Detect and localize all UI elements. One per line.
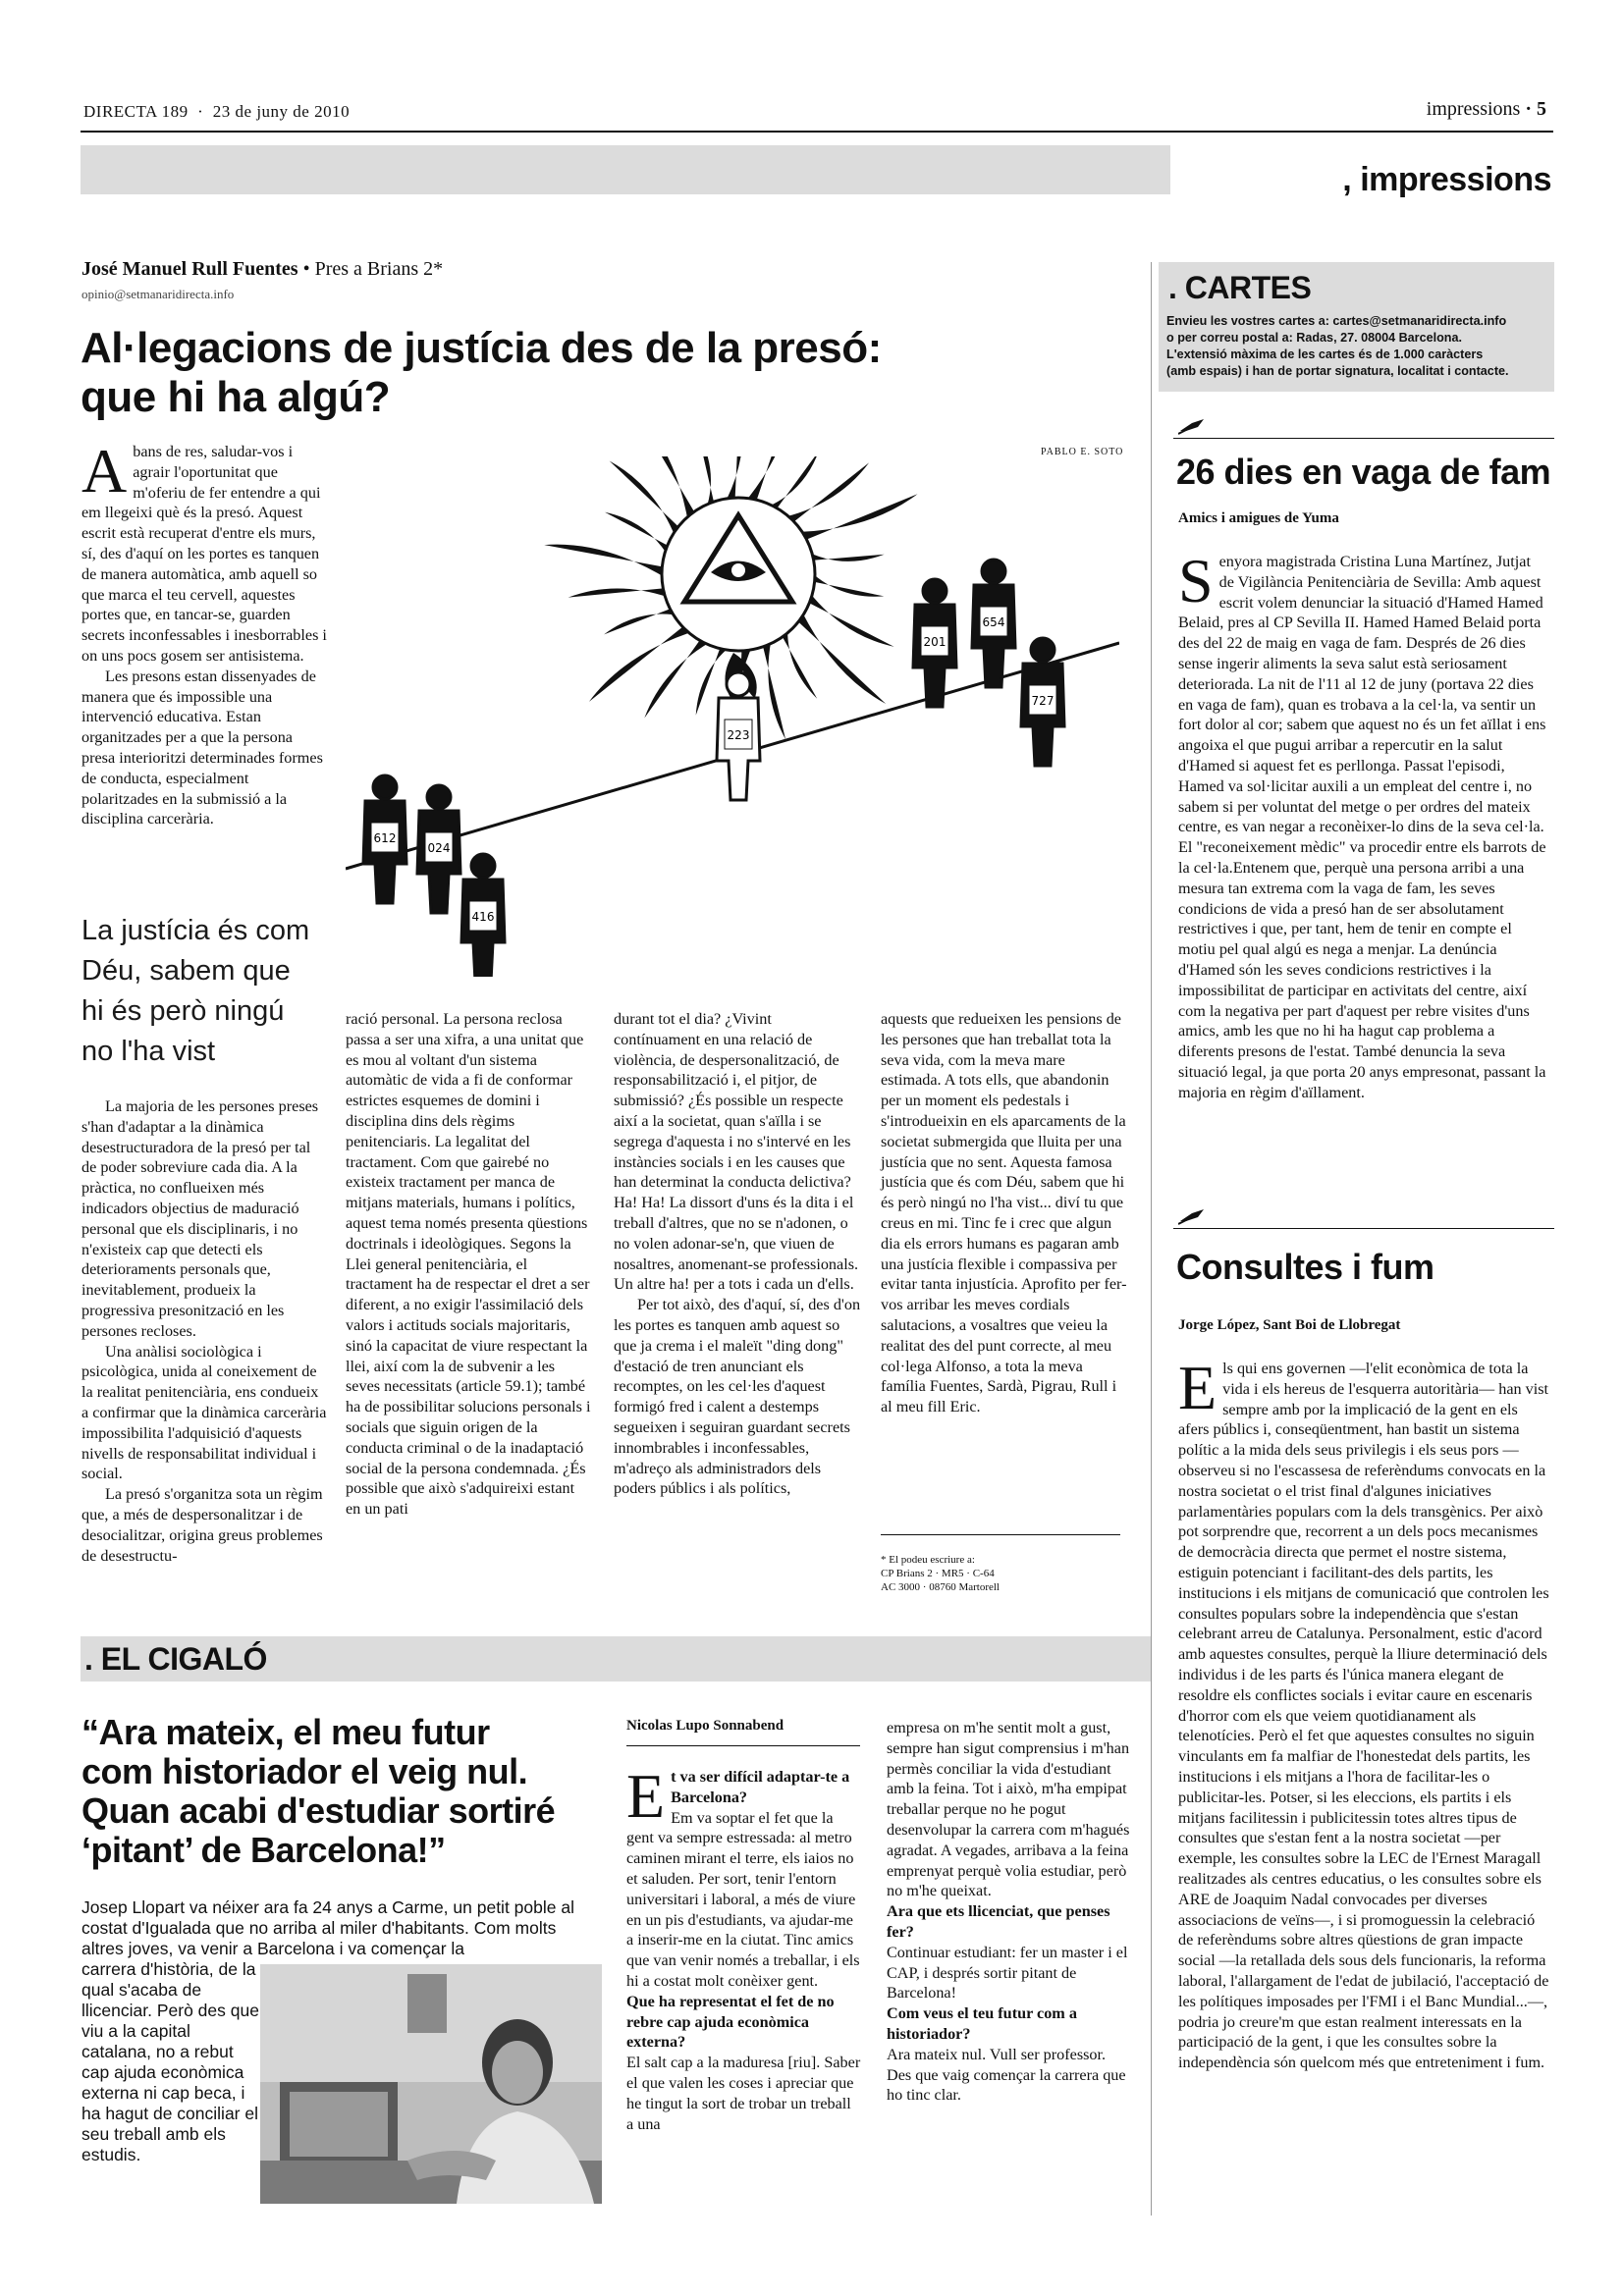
cigalo-headline-line-4: ‘pitant’ de Barcelona!” [81,1830,446,1870]
footnote-rule [881,1534,1120,1535]
sun-ray [792,494,917,542]
interview-col2 [887,1718,1130,2106]
sun-ray [544,545,670,581]
quill-icon [1178,417,1206,435]
cartes-info-line-4: (amb espais) i han de portar signatura, localitat i contacte. [1166,364,1509,378]
letter1-body [1178,546,1549,1103]
article-col1-top [81,436,327,829]
letter2-title: Consultes i fum [1176,1247,1434,1287]
question-1: t va ser difícil adaptar-te a Barcelona? [671,1768,850,1806]
prison-illustration [346,456,1119,977]
prisoner-number: 416 [471,910,495,924]
answer-4: Ara mateix nul. Vull ser professor. Des que vaig començar la carrera que ho tinc clar. [887,2045,1126,2105]
letter2-rule [1173,1228,1554,1229]
cigalo-headline-line-3: Quan acabi d'estudiar sortiré [81,1790,556,1831]
cigalo-headline-line-1: “Ara mateix, el meu futur [81,1712,490,1752]
article-col4: aquests que redueixen les pensions de les persones que han treballat tota la seva vida, com la meva mare estimada. A tots ells, que abandonin per un moment els pedestals i s'introdueixin en els aparcaments de la societat submergida que lluita per una justícia que no sent. Aquesta famosa justícia que és com Déu, sabem que hi és però ningú no l'ha vist... diví tu que creus en mi. Tinc fe i crec que algun dia els errors humans es pagaran amb una justícia flexible i compassiva per evitar tanta injustícia. Aprofito per fer-vos arribar les meves cordials salutacions, a vosaltres que veieu la realitat des del punt correcte, al meu col·lega Alfonso, a tota la meva família Fuentes, Sardà, Pigrau, Rull i al meu fill Eric. [881,1010,1127,1416]
headline-line-1: Al·legacions de justícia des de la presó: [81,324,882,372]
interview-dropcap: E [626,1761,666,1831]
author-role: • Pres a Brians 2* [302,258,444,280]
folio-page: · 5 [1525,98,1546,120]
cartes-info [1166,313,1554,380]
byline [81,258,443,281]
cartes-info-line-3: L'extensió màxima de les cartes és de 1.000 caràcters [1166,347,1484,361]
author-email: opinio@setmanaridirecta.info [81,287,235,301]
question-3: Ara que ets llicenciat, que penses fer? [887,1902,1110,1941]
cigalo-intro-wrap: carrera d'història, de la qual s'acaba de llicenciar. Però des que viu a la capital catalana, no a rebut cap ajuda econòmica externa ni cap beca, i ha hagut de conciliar el seu treball amb els estudis. [81,1959,259,2164]
sun-ray [779,462,869,526]
interviewer-rule [626,1745,860,1746]
question-4: Com veus el teu futur com a historiador? [887,2004,1077,2043]
prisoner-number: 612 [373,831,397,845]
sun-ray [761,634,785,739]
footnote-line-3: AC 3000 · 08760 Martorell [881,1581,1000,1593]
col3-paragraph-1: durant tot el dia? ¿Vivint contínuament en una relació de violència, de despersonalització, de responsabilització i, el pitjor, de submissió? ¿És possible un respecte així a la societat, quan s'aïlla i se segrega d'aquesta i no s'intervé en les instàncies socials i en les causes que han determinat la conducta delictiva? Ha! Ha! La dissort d'uns és la dita i el treball d'altres, que no se n'adonen, o no volen adonar-se'n, que viuen de nosaltres, anomenant-se professionals. Un altre ha! per a tots i cada un d'ells. [614,1010,859,1294]
prisoner-figure [913,579,956,707]
answer-2: El salt cap a la maduresa [riu]. Saber el que valen les coses i apreciar que he tingut la sort de trobar un treball a una [626,2054,861,2133]
letter2-dropcap: E [1178,1353,1217,1422]
answer-1: Em va soptar el fet que la gent va sempre estressada: al metro caminen mirant el terre, els iaios no et saluden. Per sort, tenir l'entorn universitari i laboral, a més de viure en un pis d'estudiants, va ajudar-me a inserir-me en la ciutat. Tinc amics que van venir només a treballar, i els hi a costat molt conèixer gent. [626,1808,860,1990]
cartes-info-line-2: o per correu postal a: Radas, 27. 08004 Barcelona. [1166,331,1462,345]
cigalo-title: . EL CIGALÓ [84,1641,267,1677]
col3-paragraph-2: Per tot això, des d'aquí, sí, des d'on les portes es tanquen amb aquest so que ja crema i el maleït "ding dong" d'estació de tren anunciant els recomptes, on les cel·les d'aquest formigó fred i calent a destemps segueixen i seguiran guardant secrets innombrables i inconfessables, m'adreço als administradors dels poders públics i als polítics, [614,1296,861,1498]
prisoner-number: 024 [427,841,451,855]
interviewer: Nicolas Lupo Sonnabend [626,1718,784,1734]
illustration-credit: PABLO E. SOTO [1041,447,1124,457]
cartes-title: . CARTES [1168,270,1312,305]
question-2: Que ha representat el fet de no rebre cap ajuda econòmica externa? [626,1992,835,2052]
author-name: José Manuel Rull Fuentes [81,258,298,280]
quill-icon [1178,1207,1206,1225]
answer-3: Continuar estudiant: fer un master i el CAP, i després sortir pitant de Barcelona! [887,1943,1128,2002]
answer-2-continued: empresa on m'he sentit molt a gust, sempre han sigut comprensius i m'han permès conciliar la vida d'estudiant amb la feina. Tot i això, m'ha empipat treballar perque no he pogut desenvolupar la carrera com m'hagués agradat. A vegades, arribava a la feina emprenyat perquè volia estudiar, però no m'he queixat. [887,1719,1130,1900]
footnote-line-2: CP Brians 2 · MR5 · C-64 [881,1568,995,1579]
folio-left: DIRECTA 189 · 23 de juny de 2010 [83,102,351,121]
article-col3 [614,1009,861,1499]
sun-ray [589,622,698,702]
col1-paragraph-2: Les presons estan dissenyades de manera que és impossible una intervenció educativa. Estan organitzades per a que la persona presa interioritzi determinades formes de conducta, especialment polaritzades en la submissió a la disciplina carcerària. [81,667,323,828]
letter2-author: Jorge López, Sant Boi de Llobregat [1178,1317,1401,1333]
prisoner-number: 727 [1031,694,1055,708]
prisoner-figure [1021,638,1064,766]
footnote [881,1553,1000,1594]
prisoner-figure [363,775,406,903]
pull-quote: La justícia és com Déu, sabem que hi és però ningú no l'ha vist [81,915,310,1067]
interviewee-photo [260,1964,602,2204]
article-col1-bottom [81,1096,327,1566]
prisoner-figure [972,560,1015,687]
sidebar-divider [1151,262,1152,2216]
col1-paragraph-3: La majoria de les persones preses s'han d'adaptar a la dinàmica desestructuradora de la presó per tal de poder sobreviure cada dia. A la pràctica, no conflueixen més indicadors objectius de maduració personal que els disciplinaris, i no n'existeix cap que detecti els deterioraments personals que, inevitablement, produeix la progressiva presonització en les persones recloses. [81,1097,319,1340]
sun-ray [644,634,715,719]
article-col2: ració personal. La persona reclosa passa a ser una xifra, a una unitat que es mou al voltant d'un sistema automàtic de vida a fi de conformar estrictes esquemes de domini i disciplina dins dels règims penitenciaris. La legalitat del tractament. Com que gairebé no existeix tractament per manca de mitjans materials, humans i polítics, aquest tema només presenta qüestions doctrinals i ideològiques. Segons la Llei general penitenciària, el tractament ha de respectar el dret a ser diferent, a no exigir l'assimilació dels valors i actituds socials majoritaris, sinó la capacitat de viure respectant la llei, així com la de subvenir a les seves necessitats (article 59.1); també ha de possibilitar solucions personals i socials que siguin origen de la conducta criminal o de la inadaptació social de la persona condemnada. ¿És possible que això s'adquireixi estant en un pati [346,1010,591,1519]
letter1-dropcap: S [1178,546,1214,615]
letter1-text: enyora magistrada Cristina Luna Martínez, Jutjat de Vigilància Penitenciària de Sevilla: Amb aquest escrit volem denunciar la situació d'Hamed Hamed Belaid, pres al CP Sevilla II. Hamed Hamed Belaid porta des del 22 de maig en vaga de fam. Després de 26 dies sense ingerir aliments la seva salut està seriosament deteriorada. La nit de l'11 al 12 de juny (portava 22 dies en vaga de fam), quan es trobava a la cel·la, va sentir un fort dolor al cor; sabem que aquest no és un fet aïllat i ens angoixa el que pugui arribar a repercutir en la salut d'Hamed si aquest fet es perllonga. Passat l'episodi, Hamed va sol·licitar auxili a un empleat del centre i, no sabem si per voluntat del metge o per ordres del mateix centre, es van negar a reconèixer-lo dins de la seva cel·la. El "reconeixement mèdic" va procedir entre els barrots de la cel·la.Entenem que, perquè una persona arribi a una mesura tan extrema com la vaga de fam, les seves condicions de vida a presó han de ser absolutament restrictives i que, per tant, hem de tenir en compte el motiu pel qual algú es nega a menjar. La denúncia d'Hamed són les seves condicions restrictives i la impossibilitat de participar en activitats del centre, així com la negativa per part d'aquest per rebre visites d'uns amics, amb les que no hi ha hagut cap problema a diferents presons de l'estat. També denuncia la seva situació legal, ja que porta 20 anys empresonat, passant la majoria en règim d'aïllament. [1178,553,1546,1101]
dropcap: A [81,436,128,506]
folio-section: impressions [1426,98,1521,120]
letter2-body [1178,1353,1549,2073]
cigalo-headline-line-2: com historiador el veig nul. [81,1751,528,1791]
prisoner-number: 654 [982,615,1005,629]
section-band [81,145,1170,194]
section-title: , impressions [1342,161,1551,198]
col1-paragraph-4: Una anàlisi sociològica i psicològica, unida al coneixement de la realitat penitenciària, ens condueix a confirmar que la dinàmica carcerària impossibilita l'adquisició d'aquests nivells de responsabilitat individual i social. [81,1342,327,1483]
folio-right [1427,98,1546,121]
sun-ray [568,588,675,600]
prisoner-number: 223 [727,728,750,742]
prisoner-figure [461,854,505,977]
letter2-text: ls qui ens governen —l'elit econòmica de tota la vida i els hereus de l'esquerra autoritària— han vist sempre amb por la implicació de la gent en els afers públics i, conseqüentment, han bastit un sistema polític a la mida dels seus privilegis i els seus pors —observeu si no l'escassesa de referèndums convocats en la nostra societat o el trist final d'algunes iniciatives parlamentàries populars com la dels transgènics. Per això pot sorprendre que, recorrent a un dels pocs mecanismes de democràcia directa que permet el nostre sistema, estiguin potenciant i facilitant-des dels partits, les institucions i els mitjans de comunicació que controlen les consultes populars sobre la independència que s'estan celebrant arreu de Catalunya. Personalment, estic d'acord amb aquestes consultes, perquè la lliure determinació dels individus i de les parts és l'única manera elegant de resoldre els conflictes socials i evitar caure en escenaris d'horror com els que veiem quotidianament als telenotícies. Però el fet que aquestes consultes no siguin vinculants em fa malfiar de l'honestedat dels partits, les institucions i els mitjans a l'hora de facilitar-les o publicitar-les. Potser, si les eleccions, els partits i els mitjans facilitessin i publicitessin totes altres tipus de consultes que s'estan fent a la nostra societat —per exemple, les consultes sobre la LEC de l'Ernest Maragall realitzades als centres educatius, o les consultes sobre els ARE de Joaquim Nadal convocades per diverses associacions de veïns—, i si promoguessin la celebració de referèndums sobre altres qüestions de gran impacte social —la retallada dels sous dels funcionaris, la reforma laboral, l'allargament de l'edat de jubilació, l'acceptació de les polítiques imposades per l'FMI i el Banc Mundial...—, podria jo creure'm que estan realment interessats en la participació de la gent, i que les consultes sobre la independència són quelcom més que entreteniment i fum. [1178,1360,1549,2072]
col1-paragraph-5: La presó s'organitza sota un règim que, a més de despersonalitzar i de desocialitzar, origina greus problemes de desestructu- [81,1485,323,1565]
article-headline [81,324,1161,422]
cartes-info-line-1: Envieu les vostres cartes a: cartes@setmanaridirecta.info [1166,314,1507,328]
header-rule [81,131,1553,133]
footnote-line-1: * El podeu escriure a: [881,1554,975,1566]
cigalo-headline [81,1713,612,1870]
interview-col1 [626,1761,862,2134]
letter1-rule [1173,438,1554,439]
sun-ray [807,568,885,597]
prisoner-figure [417,785,460,913]
letter1-title: 26 dies en vaga de fam [1176,452,1551,492]
col1-intro: bans de res, saludar-vos i agrair l'oportunitat que m'oferiu de fer entendre a qui em llegeixi què és la presó. Aquest escrit està recuperat d'entre els murs, sí, des d'aquí on les portes es tanquen de manera automàtica, amb aquell so que marca el teu cervell, aquestes portes que, en tancar-se, guarden secrets inconfessables i inesborrables i on uns pocs gosem ser antisistema. [81,443,327,665]
prisoner-number: 201 [923,635,947,649]
headline-line-2: que hi ha algú? [81,373,391,421]
cigalo-intro: Josep Llopart va néixer ara fa 24 anys a Carme, un petit poble al costat d'Igualada que no arriba al miler d'habitants. Com molts altres joves, va venir a Barcelona i va començar la [81,1897,574,1958]
letter1-author: Amics i amigues de Yuma [1178,510,1339,526]
